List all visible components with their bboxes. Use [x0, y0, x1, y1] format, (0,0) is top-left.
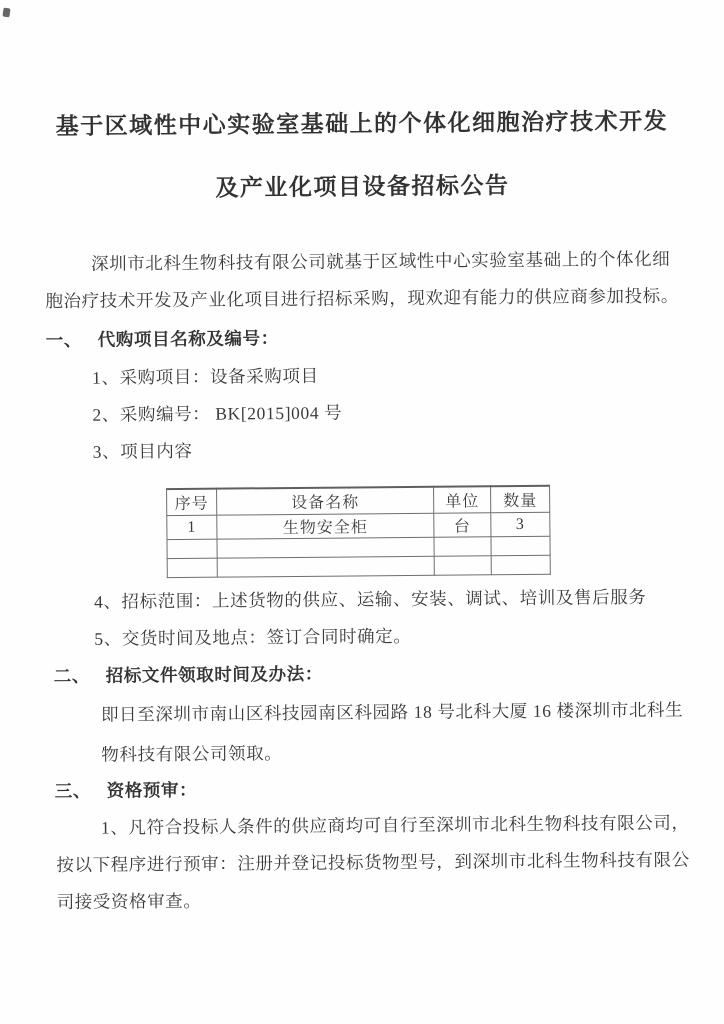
cell-name: [217, 537, 434, 558]
intro-line: 胞治疗技术开发及产业化项目进行招标采购，现欢迎有能力的供应商参加投标。: [45, 285, 679, 312]
equipment-table: [166, 485, 551, 578]
section2-heading-text: 招标文件领取时间及办法：: [105, 663, 323, 686]
cell-seq: [167, 558, 217, 577]
cell-seq: 1: [167, 515, 217, 539]
section1-heading: [46, 320, 279, 359]
list-item: 5、交货时间及地点：签订合同时确定。: [94, 625, 412, 649]
section1-marker: 一、: [45, 329, 83, 351]
section3-paragraph: [56, 805, 693, 922]
table-row: [167, 555, 550, 577]
list-item: 2、采购编号： BK[2015]004 号: [92, 402, 343, 425]
col-header-qty: 数量: [491, 486, 550, 513]
section3-heading: [55, 772, 198, 810]
col-header-name: 设备名称: [217, 487, 434, 515]
section1-items: [92, 358, 343, 472]
section2-heading: [54, 656, 324, 695]
section1-heading-text: 代购项目名称及编号：: [97, 328, 279, 350]
section1-items-after-table: [94, 579, 647, 658]
intro-paragraph: [45, 241, 688, 321]
cell-qty: [491, 555, 550, 575]
cell-qty: 3: [491, 512, 550, 537]
cell-unit: [434, 556, 491, 575]
cell-qty: [491, 536, 550, 556]
list-item: 1、采购项目：设备采购项目: [91, 365, 319, 388]
paragraph-line: 即日至深圳市南山区科技园南区科园路 18 号北科大厦 16 楼深圳市北科生: [100, 699, 684, 725]
section2-marker: 二、: [53, 665, 90, 687]
cell-seq: [167, 539, 217, 558]
cell-name: 生物安全柜: [217, 513, 434, 539]
paragraph-line: 物科技有限公司领取。: [101, 743, 283, 765]
section3-marker: 三、: [54, 780, 91, 802]
section2-paragraph: [101, 689, 696, 774]
list-item: 3、项目内容: [92, 441, 193, 463]
cell-unit: [434, 537, 491, 556]
paragraph-line: 司接受资格审查。: [56, 890, 202, 913]
intro-line: 深圳市北科生物科技有限公司就基于区域性中心实验室基础上的个体化细: [90, 248, 671, 274]
title-line-2: 及产业化项目设备招标公告: [215, 173, 510, 201]
list-item: 4、招标范围：上述货物的供应、运输、安装、调试、培训及售后服务: [93, 586, 647, 612]
cell-unit: 台: [434, 513, 491, 537]
document-title: [0, 106, 724, 205]
table-row: [167, 512, 550, 539]
paragraph-line: 1、凡符合投标人条件的供应商均可自行至深圳市北科生物科技有限公司，: [100, 812, 690, 838]
col-header-seq: 序号: [167, 489, 217, 516]
col-header-unit: 单位: [434, 486, 491, 513]
section3-heading-text: 资格预审：: [106, 779, 198, 801]
title-line-1: 基于区域性中心实验室基础上的个体化细胞治疗技术开发: [55, 108, 669, 140]
paragraph-line: 按以下程序进行预审：注册并登记投标货物型号，到深圳市北科生物科技有限公: [56, 849, 690, 876]
table-header-row: [167, 486, 550, 516]
cell-name: [217, 556, 434, 577]
